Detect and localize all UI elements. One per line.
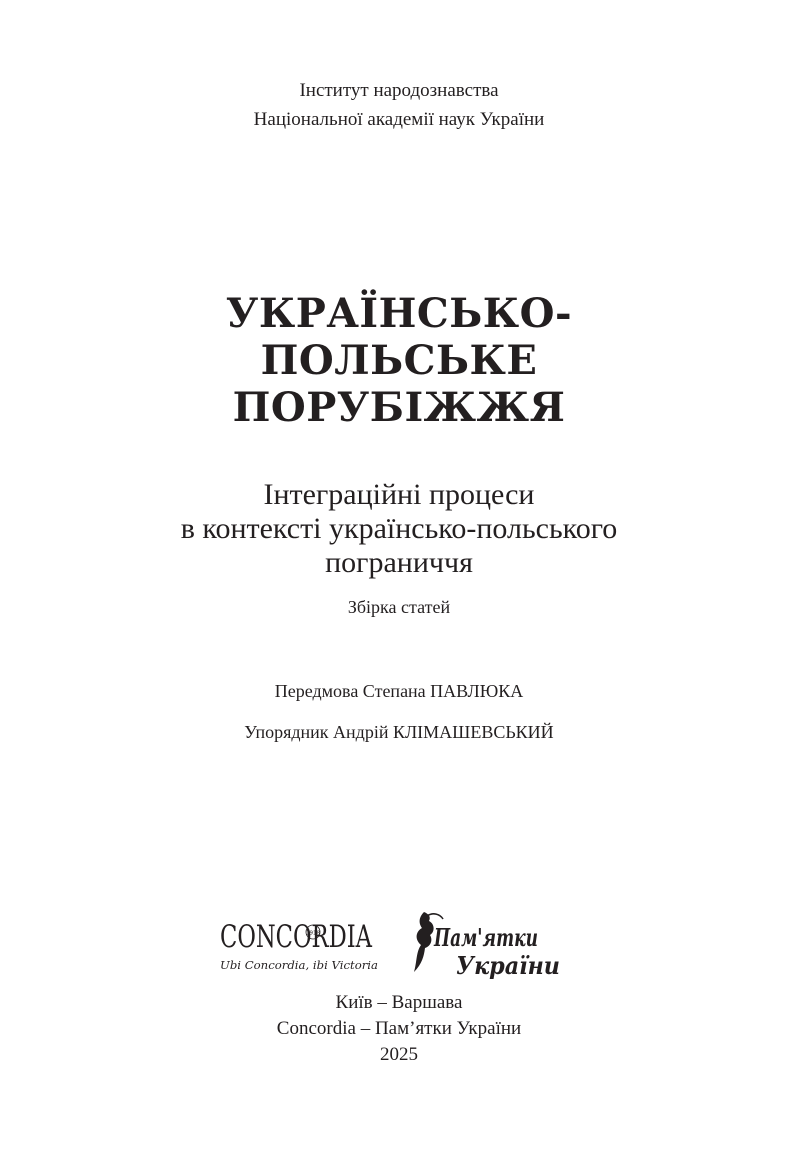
imprint-publishers: Concordia – Пам’ятки України <box>276 1018 522 1039</box>
imprint-year: 2025 <box>380 1044 418 1065</box>
compiler-credit: Упорядник Андрій КЛІМАШЕВСЬКИЙ <box>244 722 554 742</box>
concordia-logo <box>218 910 380 976</box>
subtitle-line-1: Інтеграційні процеси <box>263 478 535 511</box>
subtitle-line-2: в контексті українсько-польського <box>180 512 618 545</box>
imprint-block <box>0 990 798 1068</box>
title-line-3: ПОРУБІЖЖЯ <box>232 384 566 431</box>
subtitle-line-3: пограниччя <box>325 546 473 579</box>
pamiatky-logo <box>410 910 562 980</box>
pamiatky-logo-line-2: України <box>456 951 560 980</box>
title-line-2: ПОЛЬСЬКЕ <box>260 337 538 384</box>
genre-label: Збірка статей <box>347 597 451 617</box>
preface-credit: Передмова Степана ПАВЛЮКА <box>274 681 524 701</box>
concordia-motto: Ubi Concordia, ibi Victoria <box>220 958 379 972</box>
book-title <box>0 290 798 431</box>
concordia-badge: 1918 <box>306 930 320 937</box>
bird-emblem-icon <box>414 912 434 972</box>
institution-block <box>0 76 798 134</box>
title-line-1: УКРАЇНСЬКО- <box>225 290 573 337</box>
institution-line-1: Інститут народознавства <box>299 80 499 101</box>
publisher-logos <box>0 910 798 982</box>
concordia-logo-name: CONCORDIA <box>220 919 373 955</box>
imprint-city: Київ – Варшава <box>335 992 463 1013</box>
pamiatky-logo-line-1: Пам'ятки <box>433 923 538 952</box>
institution-line-2: Національної академії наук України <box>253 109 545 130</box>
book-subtitle <box>0 478 798 580</box>
